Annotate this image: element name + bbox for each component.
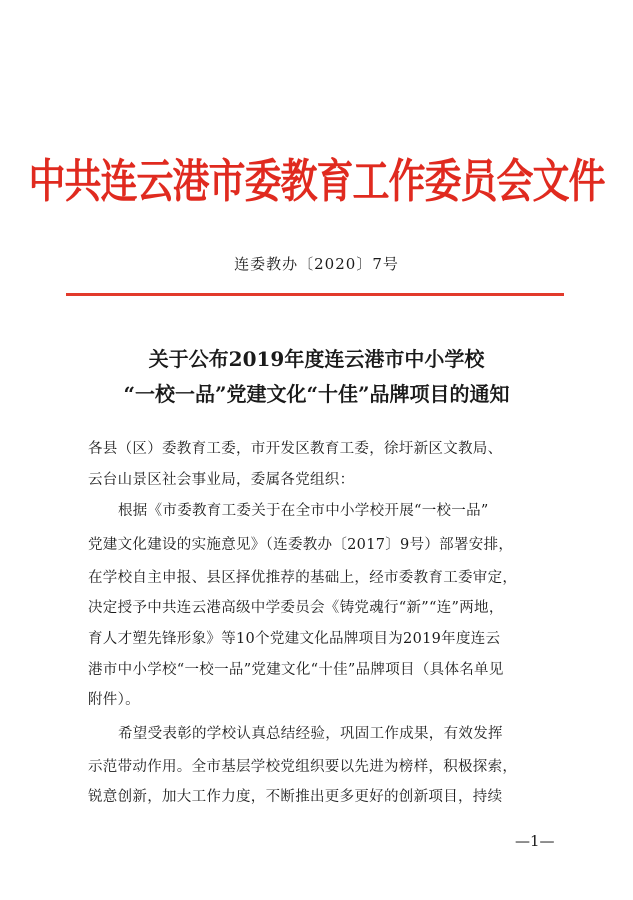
body-line: 港市中小学校“一校一品”党建文化“十佳”品牌项目（具体名单见 [88, 662, 504, 678]
body-line: 锐意创新，加大工作力度，不断推出更多更好的创新项目，持续 [88, 789, 503, 805]
body-line: 希望受表彰的学校认真总结经验，巩固工作成果，有效发挥 [118, 726, 503, 742]
page-number: —1— [515, 832, 555, 850]
body-line: 在学校自主申报、县区择优推荐的基础上，经市委教育工委审定， [88, 570, 518, 586]
document-header-title: 中共连云港市委教育工作委员会文件 [28, 153, 605, 208]
body-line: 决定授予中共连云港高级中学委员会《铸党魂行“新”“连”两地， [88, 600, 504, 616]
body-line: 云台山景区社会事业局，委属各党组织： [88, 472, 355, 488]
body-line: 党建文化建设的实施意见》（连委教办〔2017〕9号）部署安排， [88, 537, 514, 553]
body-line: 根据《市委教育工委关于在全市中小学校开展“一校一品” [118, 503, 489, 519]
body-line: 示范带动作用。全市基层学校党组织要以先进为榜样，积极探索， [88, 759, 518, 775]
notice-title-line-2: “一校一品”党建文化“十佳”品牌项目的通知 [123, 382, 510, 406]
red-divider-line [66, 293, 564, 296]
body-line: 各县（区）委教育工委，市开发区教育工委，徐圩新区文教局、 [88, 441, 503, 457]
body-line: 附件）。 [88, 692, 140, 708]
body-line: 育人才塑先锋形象》等10个党建文化品牌项目为2019年度连云 [88, 631, 501, 647]
notice-title-line-1: 关于公布2019年度连云港市中小学校 [148, 347, 485, 371]
document-number: 连委教办〔2020〕7号 [234, 255, 399, 273]
